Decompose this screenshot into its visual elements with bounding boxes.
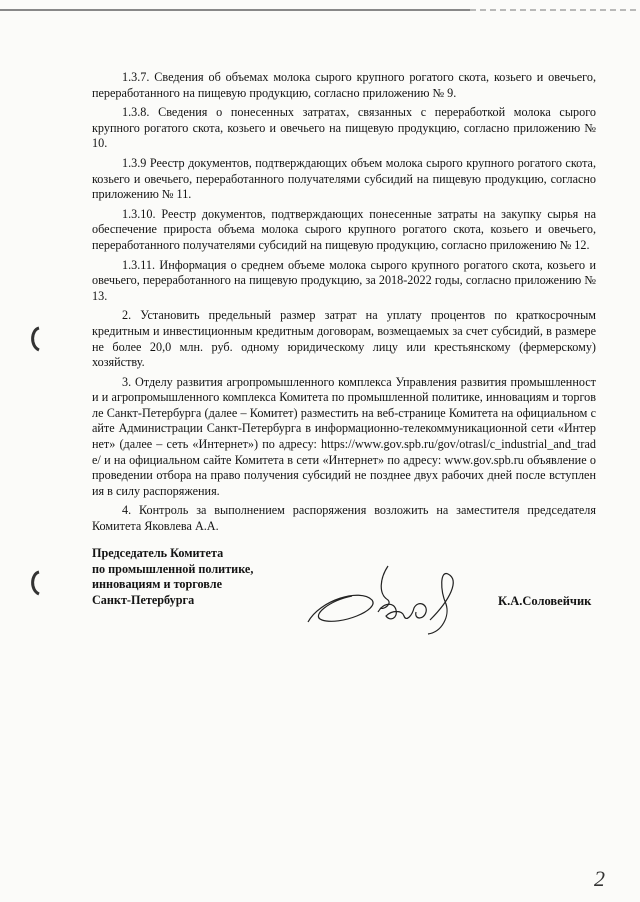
paragraph: 1.3.8. Сведения о понесенных затратах, связанных с переработкой молока сырого крупного рогатого скота, козьего и овечьего на пищевую продукцию, согласно приложению № 10. <box>92 105 596 151</box>
punch-hole-mark <box>28 326 44 352</box>
document-body <box>92 70 596 539</box>
signatory-title-line: Санкт-Петербурга <box>92 592 195 607</box>
scan-top-edge-line <box>0 6 640 16</box>
signatory-title-line: по промышленной политике, <box>92 561 254 576</box>
paragraph: 3. Отделу развития агропромышленного комплекса Управления развития промышленности и агропромышленного комплекса Комитета по промышленной политике, инновациям и торговле Санкт-Петербурга (далее – Комитет) разместить на веб-странице Комитета на официальном сайте Администрации Санкт-Петербурга в информационно-телекоммуникационной сети «Интернет» (далее – сеть «Интернет») по адресу: https://www.gov.spb.ru/gov/otrasl/c_industrial_and_trade/ и на официальном сайте Комитета в сети «Интернет» по адресу: www.gov.spb.ru объявление о проведении отбора на право получения субсидий не позднее двух рабочих дней после вступления в силу распоряжения. <box>92 374 596 498</box>
paragraph: 4. Контроль за выполнением распоряжения возложить на заместителя председателя Комитета Яковлева А.А. <box>92 503 596 534</box>
paragraph: 1.3.10. Реестр документов, подтверждающих понесенные затраты на закупку сырья на обеспечение прироста объема молока сырого крупного рогатого скота, козьего и овечьего, переработанного получателями субсидий на пищевую продукцию, согласно приложению № 12. <box>92 206 596 252</box>
page-number: 2 <box>594 866 605 891</box>
paragraph: 1.3.9 Реестр документов, подтверждающих объем молока сырого крупного рогатого скота, козьего и овечьего, переработанного получателями субсидий на пищевую продукцию, согласно приложению № 11. <box>92 155 596 202</box>
punch-hole-mark <box>28 570 44 596</box>
paragraph: 2. Установить предельный размер затрат на уплату процентов по краткосрочным кредитным и инвестиционным кредитным договорам, возмещаемых за счет субсидий, в размере не более 20,0 млн. руб. одному юридическому лицу или крестьянскому (фермерскому) хозяйству. <box>92 308 596 370</box>
paragraph: 1.3.7. Сведения об объемах молока сырого крупного рогатого скота, козьего и овечьего, переработанного на пищевую продукцию, согласно приложению № 9. <box>92 70 596 100</box>
paragraph: 1.3.11. Информация о среднем объеме молока сырого крупного рогатого скота, козьего и овечьего, переработанного на пищевую продукцию, за 2018-2022 годы, согласно приложению № 13. <box>92 257 596 303</box>
signatory-title-line: инновациям и торговле <box>92 577 222 592</box>
signatory-title-line: Председатель Комитета <box>92 546 224 560</box>
signatory-name: К.А.Соловейчик <box>498 594 592 608</box>
signatory-title <box>92 546 312 608</box>
handwritten-signature <box>300 560 470 640</box>
